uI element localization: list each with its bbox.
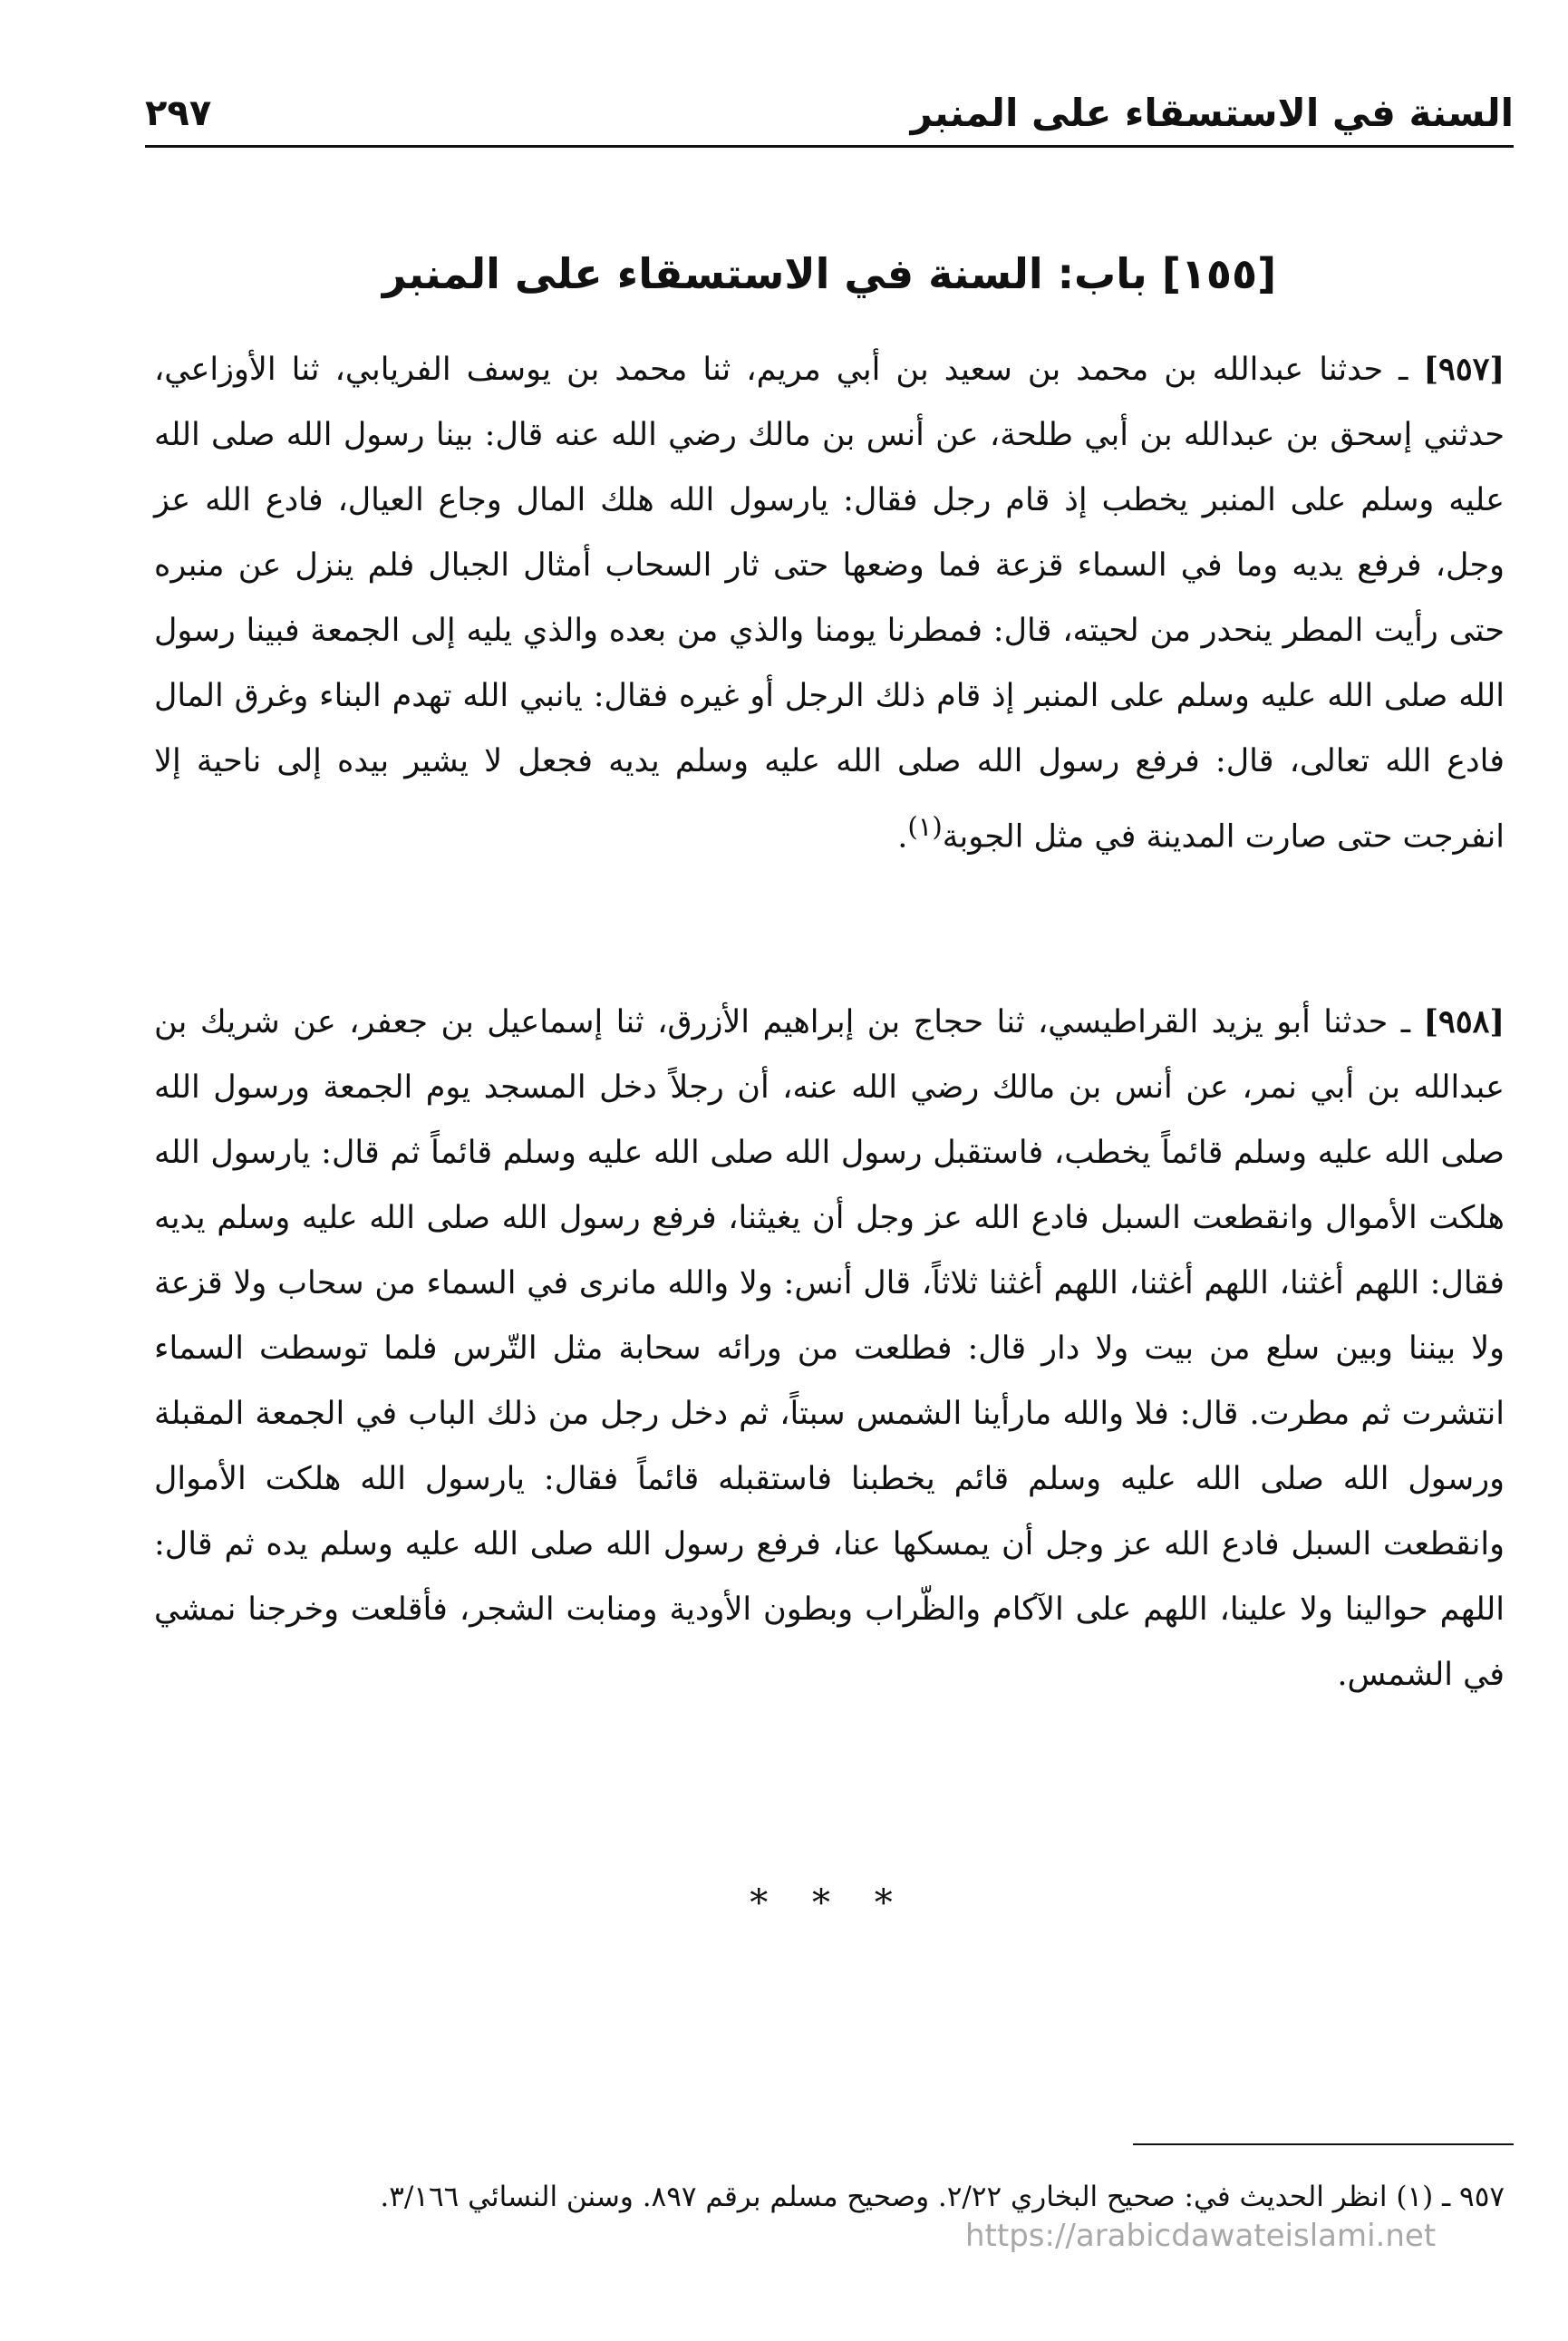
hadith-text: ـ حدثنا أبو يزيد القراطيسي، ثنا حجاج بن إبراهيم الأزرق، ثنا إسماعيل بن جعفر، عن شريك بن عبدالله بن أبي نمر، عن أنس بن مالك رضي الله عنه، أن رجلاً دخل المسجد يوم الجمعة ورسول الله صلى الله عليه وسلم قائماً يخطب، فاستقبل رسول الله صلى الله عليه وسلم قائماً ثم قال: يارسول الله هلكت الأموال وانقطعت السبل فادع الله عز وجل أن يغيثنا، فرفع رسول الله صلى الله عليه وسلم يديه فقال: اللهم أغثنا، اللهم أغثنا، اللهم أغثنا ثلاثاً، قال أنس: ولا والله مانرى في السماء من سحاب ولا قزعة ولا بيننا وبين سلع من بيت ولا دار قال: فطلعت من ورائه سحابة مثل التّرس فلما توسطت السماء انتشرت ثم مطرت. قال: فلا والله مارأينا الشمس سبتاً، ثم دخل رجل من ذلك الباب في الجمعة المقبلة ورسول الله صلى الله عليه وسلم قائم يخطبنا فاستقبله قائماً فقال: يارسول الله هلكت الأموال وانقطعت السبل فادع الله عز وجل أن يمسكها عنا، فرفع رسول الله صلى الله عليه وسلم يده ثم قال: اللهم حوالينا ولا علينا، اللهم على الآكام والظّراب وبطون الأودية ومنابت الشجر، فأقلعت وخرجنا نمشي في الشمس. bbox=[154, 1004, 1505, 1693]
hadith-number: [٩٥٧] bbox=[1423, 351, 1505, 388]
chapter-title: [١٥٥] باب: السنة في الاستسقاء على المنبر bbox=[382, 249, 1277, 298]
hadith-number: [٩٥٨] bbox=[1423, 1003, 1505, 1040]
page-number: ٢٩٧ bbox=[145, 92, 212, 134]
footnote-rule bbox=[1133, 2143, 1514, 2145]
hadith-end: . bbox=[897, 818, 908, 856]
hadith-text: ـ حدثنا عبدالله بن محمد بن سعيد بن أبي مريم، ثنا محمد بن يوسف الفريابي، ثنا الأوزاعي، حدثني إسحق بن عبدالله بن أبي طلحة، عن أنس بن مالك رضي الله عنه قال: بينا رسول الله صلى الله عليه وسلم على المنبر يخطب إذ قام رجل فقال: يارسول الله هلك المال وجاع العيال، فادع الله عز وجل، فرفع يديه وما في السماء قزعة فما وضعها حتى ثار السحاب أمثال الجبال فلم ينزل عن منبره حتى رأيت المطر ينحدر من لحيته، قال: فمطرنا يومنا والذي من بعده والذي يليه إلى الجمعة فبينا رسول الله صلى الله عليه وسلم على المنبر إذ قام ذلك الرجل أو غيره فقال: يانبي الله تهدم البناء وغرق المال فادع الله تعالى، قال: فرفع رسول الله صلى الله عليه وسلم يديه فجعل لا يشير بيده إلى ناحية إلا انفرجت حتى صارت المدينة في مثل الجوبة bbox=[154, 352, 1505, 856]
running-title: السنة في الاستسقاء على المنبر bbox=[910, 91, 1514, 135]
hadith-957 bbox=[154, 337, 1505, 870]
running-header bbox=[145, 82, 1514, 145]
watermark-url: https://arabicdawateislami.net bbox=[965, 2218, 1437, 2254]
hadith-958 bbox=[154, 990, 1505, 1707]
section-ornament: * * * bbox=[750, 1882, 909, 1924]
footnote: ٩٥٧ ـ (١) انظر الحديث في: صحيح البخاري ٢/٢٢. وصحيح مسلم برقم ٨٩٧. وسنن النسائي ٣/١٦٦. bbox=[380, 2181, 1505, 2213]
footnote-reference[interactable]: (١) bbox=[907, 811, 943, 842]
header-rule bbox=[145, 145, 1514, 148]
